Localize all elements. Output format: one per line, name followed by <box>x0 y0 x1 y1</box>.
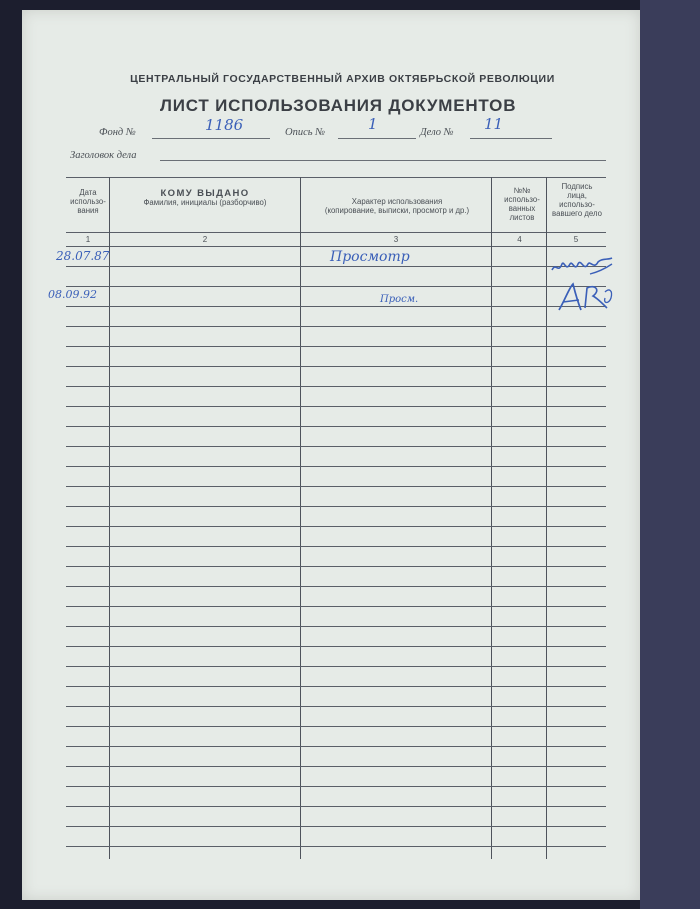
table-row-line <box>66 606 606 607</box>
column-header-sheets <box>496 186 548 222</box>
column-header-signature-text: Подпись лица, использо-вавшего дело <box>552 182 602 218</box>
column-header-sheets-text: №№ использо-ванных листов <box>504 186 540 222</box>
column-number-5: 5 <box>573 235 579 244</box>
fond-label: Фонд № <box>99 127 136 138</box>
form-title: ЛИСТ ИСПОЛЬЗОВАНИЯ ДОКУМЕНТОВ <box>160 96 517 115</box>
table-row-line <box>66 446 606 447</box>
column-header-usage <box>302 197 492 215</box>
header-divider <box>66 232 606 233</box>
table-row-line <box>66 746 606 747</box>
column-divider <box>109 177 110 859</box>
delo-label: Дело № <box>420 127 454 138</box>
table-row-line <box>66 346 606 347</box>
table-row-line <box>66 846 606 847</box>
heading-label: Заголовок дела <box>70 150 137 161</box>
table-row-line <box>66 686 606 687</box>
table-top-border <box>66 177 606 178</box>
row-2-usage: Просм. <box>380 294 419 305</box>
table-row-line <box>66 506 606 507</box>
column-number-divider <box>66 246 606 247</box>
row-1-usage: Просмотр <box>330 249 410 265</box>
column-header-recipient-title: КОМУ ВЫДАНО <box>160 188 250 199</box>
table-row-line <box>66 626 606 627</box>
table-row-line <box>66 586 606 587</box>
table-row-line <box>66 646 606 647</box>
table-row-line <box>66 766 606 767</box>
column-number-1: 1 <box>85 235 91 244</box>
table-row-line <box>66 726 606 727</box>
table-row-line <box>66 546 606 547</box>
column-header-signature <box>551 182 603 218</box>
row-2-signature <box>555 280 615 314</box>
opis-value: 1 <box>368 115 378 133</box>
table-row-line <box>66 266 606 267</box>
opis-label: Опись № <box>285 127 326 138</box>
column-header-usage-title: Характер использования <box>351 197 443 206</box>
fond-value: 1186 <box>205 116 244 134</box>
table-row-line <box>66 706 606 707</box>
table-row-line <box>66 806 606 807</box>
column-number-4: 4 <box>517 235 522 244</box>
opis-underline <box>338 138 416 139</box>
table-row-line <box>66 466 606 467</box>
column-header-recipient-subtitle: Фамилия, инициалы (разборчиво) <box>143 198 267 207</box>
background-surface <box>640 0 700 909</box>
table-row-line <box>66 326 606 327</box>
column-header-usage-subtitle: (копирование, выписки, просмотр и др.) <box>324 206 470 215</box>
column-divider <box>546 177 547 859</box>
column-header-date <box>66 188 110 215</box>
table-row-line <box>66 306 606 307</box>
table-row-line <box>66 526 606 527</box>
heading-underline <box>160 160 606 161</box>
table-row-line <box>66 366 606 367</box>
delo-value: 11 <box>484 115 504 133</box>
table-row-line <box>66 486 606 487</box>
row-1-date: 28.07.87 <box>56 249 110 263</box>
column-divider <box>300 177 301 859</box>
fond-underline <box>152 138 270 139</box>
row-1-signature <box>550 252 614 282</box>
table-row-line <box>66 826 606 827</box>
column-header-recipient <box>113 189 297 207</box>
institution-name: ЦЕНТРАЛЬНЫЙ ГОСУДАРСТВЕННЫЙ АРХИВ ОКТЯБРЬСКОЙ РЕВОЛЮЦИИ <box>130 73 555 85</box>
column-number-2: 2 <box>202 235 208 244</box>
table-row-line <box>66 786 606 787</box>
column-divider <box>491 177 492 859</box>
row-2-date: 08.09.92 <box>48 288 97 301</box>
table-row-line <box>66 286 606 287</box>
table-row-line <box>66 406 606 407</box>
table-row-line <box>66 666 606 667</box>
table-row-line <box>66 566 606 567</box>
delo-underline <box>470 138 552 139</box>
table-row-line <box>66 386 606 387</box>
column-header-date-text: Дата использо-вания <box>70 188 106 215</box>
column-number-3: 3 <box>393 235 399 244</box>
table-row-line <box>66 426 606 427</box>
